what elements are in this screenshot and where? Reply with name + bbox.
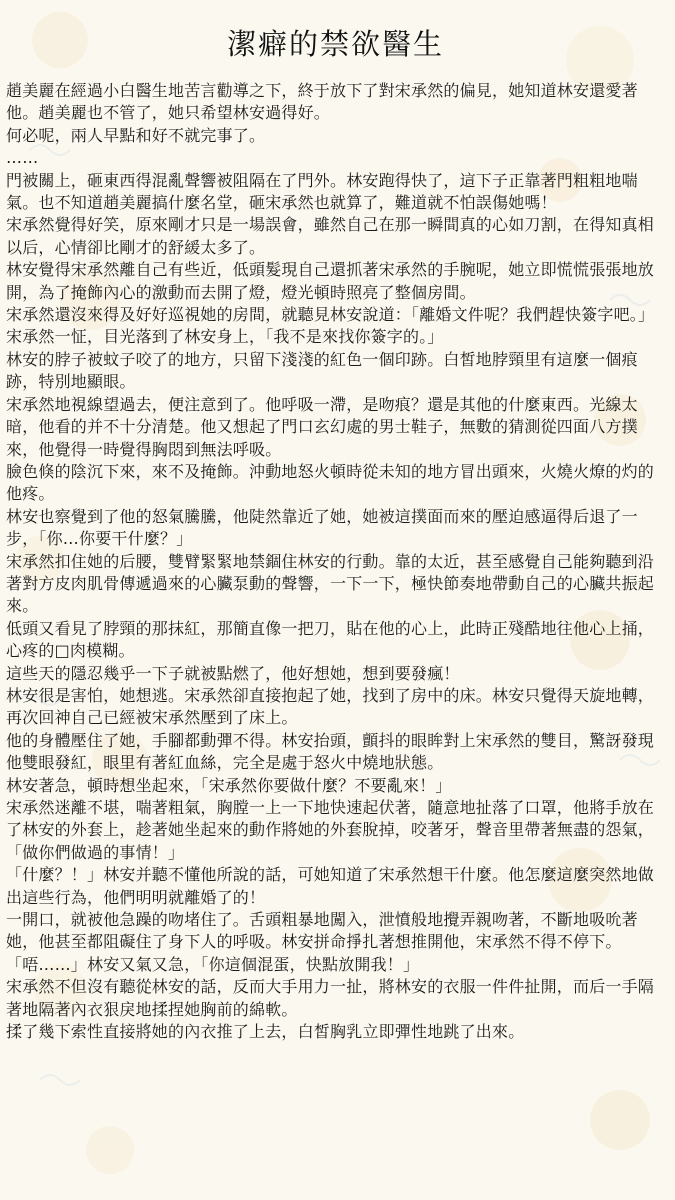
paragraph: 宋承然地視線望過去，便注意到了。他呼吸一滯，是吻痕？還是其他的什麼東西。光線太暗，他看的并不十分清楚。他又想起了門口玄幻處的男士鞋子，無數的猜測從四面八方撲來，他覺得一時覺得胸悶到無法呼吸。 <box>6 394 638 459</box>
article-body <box>6 80 665 1043</box>
paragraph: 門被關上，砸東西得混亂聲響被阻隔在了門外。林安跑得快了，這下子正靠著門粗粗地喘氣。也不知道趙美麗搞什麼名堂，砸宋承然也就算了，難道就不怕誤傷她嗎！ <box>6 170 638 213</box>
paragraph: 宋承然覺得好笑，原來剛才只是一場誤會，雖然自己在那一瞬間真的心如刀割，在得知真相以后，心情卻比剛才的舒緩太多了。 <box>6 215 655 257</box>
paragraph: 低頭又看見了脖頸的那抹紅，那簡直像一把刀，貼在他的心上，此時正殘酷地往他心上捅，心疼的□肉模糊。 <box>6 618 655 661</box>
paragraph: 宋承然一怔，目光落到了林安身上，「我不是來找你簽字的。」 <box>6 327 444 347</box>
paragraph: 林安著急，頓時想坐起來，「宋承然你要做什麼？不要亂來！」 <box>6 775 452 795</box>
paragraph: 趙美麗在經過小白醫生地苦言勸導之下，終于放下了對宋承然的偏見，她知道林安還愛著他。趙美麗也不管了，她只希望林安過得好。 <box>6 81 638 123</box>
paragraph: 一開口，就被他急躁的吻堵住了。舌頭粗暴地闖入，泄憤般地攪弄親吻著，不斷地吸吮著她，他甚至都阻礙住了身下人的呼吸。林安拼命掙扎著想推開他，宋承然不得不停下。 <box>6 910 638 952</box>
paragraph: 林安覺得宋承然離自己有些近，低頭髮現自己還抓著宋承然的手腕呢，她立即慌慌張張地放開，為了掩飾內心的激動而去開了燈，燈光頓時照亮了整個房間。 <box>6 260 655 302</box>
paragraph: 「唔……」林安又氣又急，「你這個混蛋，快點放開我！」 <box>6 954 420 974</box>
paragraph: 宋承然還沒來得及好好巡視她的房間，就聽見林安說道：「離婚文件呢？我們趕快簽字吧。」 <box>6 305 655 325</box>
paragraph: 林安也察覺到了他的怒氣騰騰，他陡然靠近了她，她被這撲面而來的壓迫感逼得后退了一步，「你…你要干什麼？」 <box>6 506 638 549</box>
paragraph: 宋承然迷離不堪，喘著粗氣，胸膛一上一下地快速起伏著，隨意地扯落了口罩，他將手放在了林安的外套上，趁著她坐起來的動作將她的外套脫掉，咬著牙，聲音里帶著無盡的怨氣，「做你們做過的事情！」 <box>6 798 655 862</box>
paragraph: 他的身體壓住了她，手腳都動彈不得。林安抬頭，顫抖的眼眸對上宋承然的雙目，驚訝發現他雙眼發紅，眼里有著紅血絲，完全是處于怒火中燒地狀態。 <box>6 730 655 773</box>
paragraph: 林安的脖子被蚊子咬了的地方，只留下淺淺的紅色一個印跡。白皙地脖頸里有這麼一個痕跡，特別地顯眼。 <box>6 349 638 392</box>
paragraph: 林安很是害怕，她想逃。宋承然卻直接抱起了她，找到了房中的床。林安只覺得天旋地轉，再次回神自己已經被宋承然壓到了床上。 <box>6 685 655 728</box>
paragraph: 臉色倏的陰沉下來，來不及掩飾。沖動地怒火頓時從未知的地方冒出頭來，火燒火燎的灼的他疼。 <box>6 461 655 504</box>
paragraph: 「什麼？！」林安并聽不懂他所說的話，可她知道了宋承然想干什麼。他怎麼這麼突然地做出這些行為，他們明明就離婚了的！ <box>6 865 655 907</box>
paragraph: …… <box>6 148 39 168</box>
paragraph: 何必呢，兩人早點和好不就完事了。 <box>6 125 266 145</box>
paragraph: 宋承然扣住她的后腰，雙臂緊緊地禁錮住林安的行動。靠的太近，甚至感覺自己能夠聽到沿著對方皮肉肌骨傳遞過來的心臟泵動的聲響，一下一下，極快節奏地帶動自己的心臟共振起來。 <box>6 551 655 616</box>
paragraph: 揉了幾下索性直接將她的內衣推了上去，白皙胸乳立即彈性地跳了出來。 <box>6 1022 525 1042</box>
article-title: 潔癖的禁欲醫生 <box>226 27 444 61</box>
paragraph: 宋承然不但沒有聽從林安的話，反而大手用力一扯，將林安的衣服一件件扯開，而后一手隔著地隔著內衣狠戾地揉捏她胸前的綿軟。 <box>6 977 655 1019</box>
paragraph: 這些天的隱忍幾乎一下子就被點燃了，他好想她，想到要發瘋！ <box>6 663 460 683</box>
